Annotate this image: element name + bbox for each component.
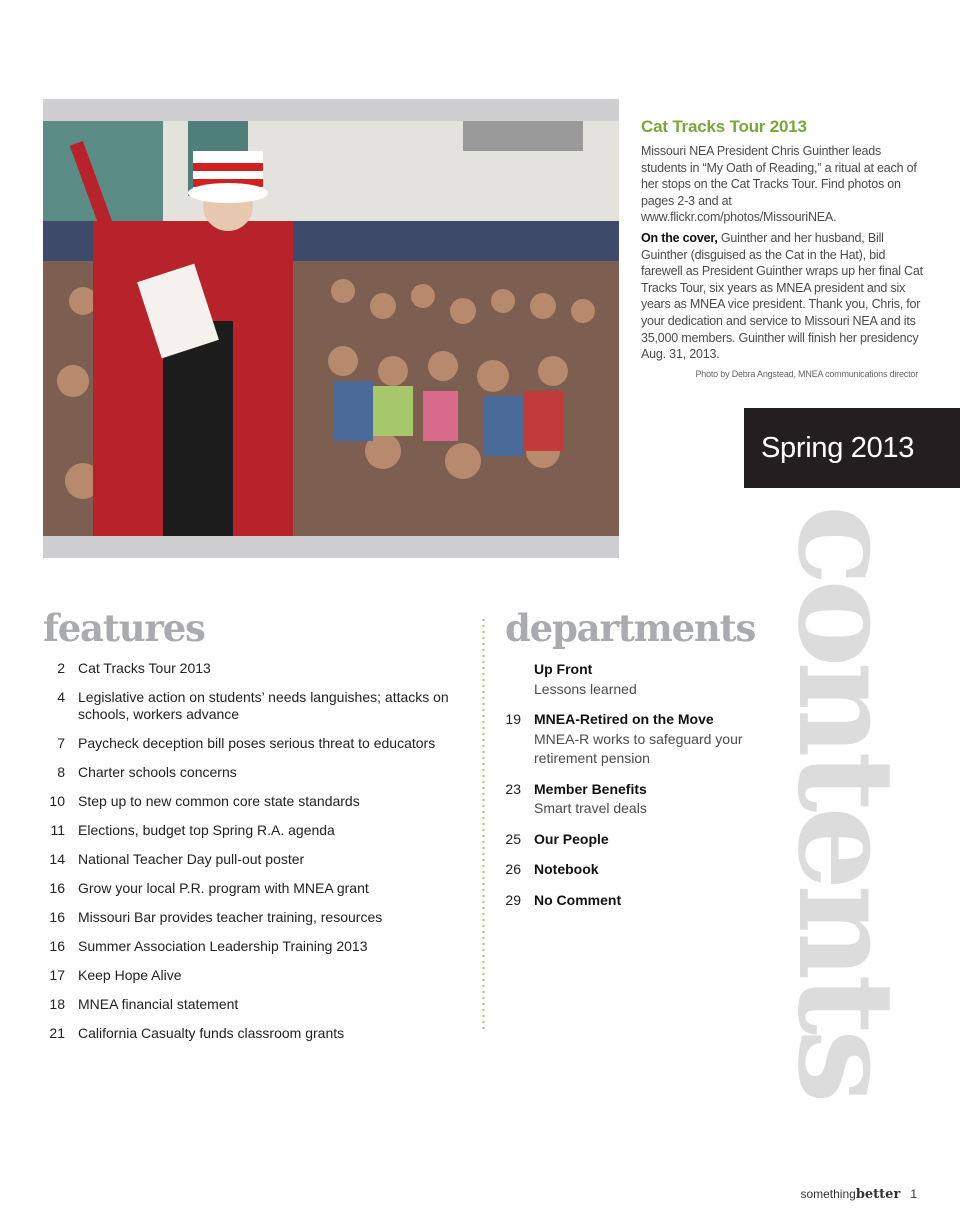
feature-item[interactable] xyxy=(43,660,473,677)
department-page-number: 29 xyxy=(505,891,521,908)
feature-title: Cat Tracks Tour 2013 xyxy=(78,660,211,676)
feature-item[interactable] xyxy=(43,1025,473,1042)
department-item[interactable] xyxy=(505,891,790,911)
feature-item[interactable] xyxy=(43,880,473,897)
brand-bold: better xyxy=(855,1187,901,1202)
department-description: MNEA-R works to safeguard your retirement pension xyxy=(534,730,743,766)
dotted-divider xyxy=(482,617,485,1031)
page-number: 1 xyxy=(910,1187,917,1201)
gym-scene-illustration xyxy=(43,121,619,536)
departments-list xyxy=(505,660,790,910)
season-label: Spring 2013 xyxy=(744,408,960,488)
feature-item[interactable] xyxy=(43,967,473,984)
feature-page-number: 18 xyxy=(49,996,65,1012)
feature-item[interactable] xyxy=(43,851,473,868)
feature-title: Grow your local P.R. program with MNEA grant xyxy=(78,880,369,896)
feature-title: Paycheck deception bill poses serious threat to educators xyxy=(78,735,436,751)
departments-heading: departments xyxy=(505,606,756,650)
department-text xyxy=(534,891,790,911)
department-page-number: 19 xyxy=(505,711,521,727)
feature-page-number: 11 xyxy=(50,822,65,838)
department-item[interactable] xyxy=(505,710,790,769)
cover-lead: On the cover, xyxy=(641,230,718,245)
feature-page-number: 10 xyxy=(49,793,65,809)
features-heading: features xyxy=(43,606,205,650)
feature-page-number: 8 xyxy=(57,764,65,780)
department-title: Notebook xyxy=(534,861,599,877)
feature-page-number: 17 xyxy=(49,967,65,983)
department-title: Our People xyxy=(534,830,609,847)
department-item[interactable] xyxy=(505,780,790,819)
feature-item[interactable] xyxy=(43,822,473,839)
caption-title: Cat Tracks Tour 2013 xyxy=(641,117,807,136)
department-title: MNEA-Retired on the Move xyxy=(534,711,714,727)
department-text xyxy=(534,860,790,880)
department-text xyxy=(534,780,790,819)
department-text xyxy=(534,710,790,769)
brand-light: something xyxy=(800,1187,856,1201)
department-title: Up Front xyxy=(534,661,593,677)
feature-item[interactable] xyxy=(43,909,473,926)
contents-wordmark xyxy=(768,505,923,1185)
department-item[interactable] xyxy=(505,830,790,850)
feature-title: Keep Hope Alive xyxy=(78,967,182,983)
feature-page-number: 16 xyxy=(49,938,65,954)
cover-description xyxy=(641,230,926,363)
department-text xyxy=(534,830,790,850)
feature-item[interactable] xyxy=(43,735,473,752)
page-footer xyxy=(800,1187,917,1202)
cover-text: Guinther and her husband, Bill Guinther (disguised as the Cat in the Hat), bid farewell as President Guinther wraps up her final Cat Tracks Tour, six years as MNEA president and six years as MNEA vice president. Thank you, Chris, for your dedication and service to Missouri NEA and its 35,000 members. Guinther will finish her presidency Aug. 31, 2013. xyxy=(641,230,923,362)
feature-page-number: 16 xyxy=(49,909,65,925)
feature-page-number: 4 xyxy=(57,689,65,705)
department-title: Member Benefits xyxy=(534,780,647,797)
department-page-number: 26 xyxy=(505,861,521,877)
department-description: Smart travel deals xyxy=(534,800,647,816)
department-page-number: 25 xyxy=(505,830,521,847)
feature-title: Missouri Bar provides teacher training, resources xyxy=(78,909,383,925)
department-title: No Comment xyxy=(534,891,622,908)
feature-page-number: 16 xyxy=(49,880,65,896)
features-list xyxy=(43,660,473,1042)
feature-item[interactable] xyxy=(43,764,473,781)
feature-item[interactable] xyxy=(43,793,473,810)
feature-page-number: 21 xyxy=(49,1025,65,1041)
department-page-number xyxy=(505,660,534,699)
feature-title: National Teacher Day pull-out poster xyxy=(78,851,305,867)
department-text xyxy=(534,660,790,699)
feature-page-number: 7 xyxy=(57,735,65,751)
feature-page-number: 2 xyxy=(57,660,65,676)
feature-page-number: 14 xyxy=(49,851,65,867)
feature-title: MNEA financial statement xyxy=(78,996,239,1012)
photo-credit: Photo by Debra Angstead, MNEA communications director xyxy=(695,368,918,379)
department-page-number: 23 xyxy=(505,780,521,797)
cover-caption xyxy=(641,117,926,379)
department-item[interactable] xyxy=(505,660,790,699)
feature-title: Charter schools concerns xyxy=(78,764,237,780)
contents-word: contents xyxy=(768,505,923,1098)
feature-title: Summer Association Leadership Training 2013 xyxy=(78,938,368,954)
feature-title: Step up to new common core state standards xyxy=(78,793,360,809)
feature-item[interactable] xyxy=(43,689,473,723)
feature-title: California Casualty funds classroom grants xyxy=(78,1025,345,1041)
feature-title: Legislative action on students’ needs languishes; attacks on schools, workers advance xyxy=(78,689,449,722)
caption-body: Missouri NEA President Chris Guinther leads students in “My Oath of Reading,” a ritual at each of her stops on the Cat Tracks Tour. Find photos on pages 2-3 and at www.flickr.com/photos/MissouriNEA. xyxy=(641,144,917,225)
department-description: Lessons learned xyxy=(534,680,637,697)
feature-item[interactable] xyxy=(43,996,473,1013)
feature-title: Elections, budget top Spring R.A. agenda xyxy=(78,822,335,838)
cover-photo xyxy=(43,121,619,536)
department-item[interactable] xyxy=(505,860,790,880)
feature-item[interactable] xyxy=(43,938,473,955)
